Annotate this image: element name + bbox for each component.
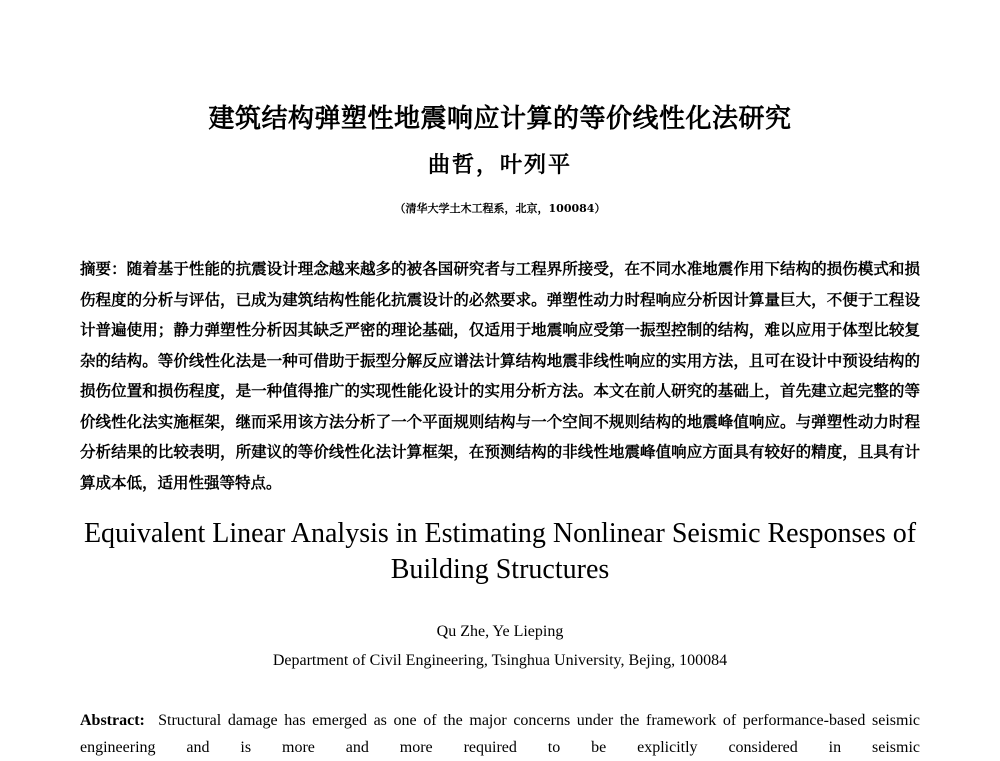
- chinese-authors: 曲哲，叶列平: [427, 152, 572, 178]
- english-authors: Qu Zhe, Ye Lieping: [436, 623, 564, 640]
- chinese-abstract: [80, 254, 920, 498]
- chinese-title: 建筑结构弹塑性地震响应计算的等价线性化法研究: [208, 104, 792, 134]
- chinese-abstract-text: 随着基于性能的抗震设计理念越来越多的被各国研究者与工程界所接受，在不同水准地震作用下结构的损伤模式和损伤程度的分析与评估，已成为建筑结构性能化抗震设计的必然要求。弹塑性动力时程响应分析因计算量巨大，不便于工程设计普遍使用；静力弹塑性分析因其缺乏严密的理论基础，仅适用于地震响应受第一振型控制的结构，难以应用于体型比较复杂的结构。等价线性化法是一种可借助于振型分解反应谱法计算结构地震非线性响应的实用方法，且可在设计中预设结构的损伤位置和损伤程度，是一种值得推广的实现性能化设计的实用分析方法。本文在前人研究的基础上，首先建立起完整的等价线性化法实施框架，继而采用该方法分析了一个平面规则结构与一个空间不规则结构的地震峰值响应。与弹塑性动力时程分析结果的比较表明，所建议的等价线性化法计算框架，在预测结构的非线性地震峰值响应方面具有较好的精度，且具有计算成本低，适用性强等特点。: [80, 259, 920, 492]
- chinese-affiliation: （清华大学土木工程系，北京，100084）: [394, 202, 606, 215]
- english-abstract-text: Structural damage has emerged as one of the major concerns under the framework of performance-based seismic engineering and is more and more required to be explicitly considered in seismic: [80, 712, 920, 756]
- chinese-abstract-label: 摘要：: [80, 259, 127, 278]
- english-abstract: [80, 707, 920, 761]
- english-abstract-label: Abstract:: [80, 712, 145, 729]
- english-title: Equivalent Linear Analysis in Estimating Nonlinear Seismic Responses of Building Structures: [83, 518, 917, 585]
- english-affiliation: Department of Civil Engineering, Tsinghua University, Bejing, 100084: [272, 652, 728, 669]
